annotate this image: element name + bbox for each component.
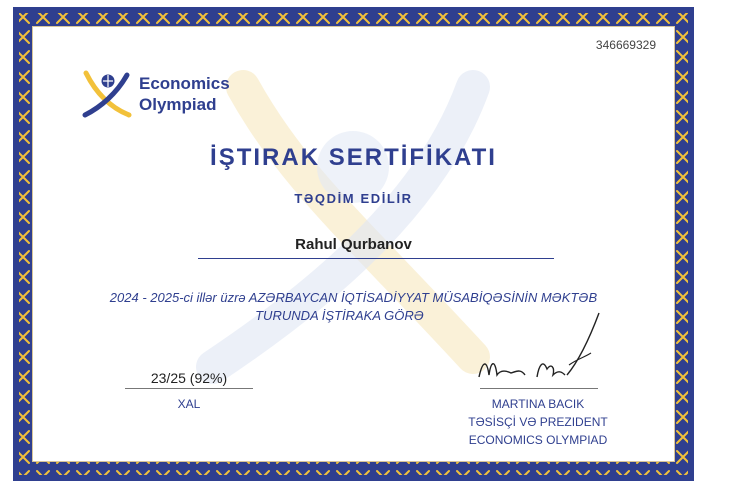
economics-olympiad-logo-icon [81,69,133,119]
certificate-frame [13,7,694,481]
recipient-name: Rahul Qurbanov [295,236,412,253]
certificate-body [33,27,674,461]
economics-olympiad-logo [81,69,251,119]
signer-org: ECONOMICS OLYMPIAD [468,433,608,447]
certificate-title: İŞTIRAK SERTİFİKATI [210,144,497,171]
description-line-1: 2024 - 2025-ci illər üzrə AZƏRBAYCAN İQTİSADİYYAT MÜSABİQƏSİNİN MƏKTƏB [109,290,598,305]
certificate-subtitle: TƏQDİM EDİLİR [294,191,413,206]
recipient-underline [198,258,554,259]
signer-role: TƏSİSÇİ VƏ PREZIDENT [468,415,608,429]
signature-underline [480,388,598,389]
signature-mark [473,309,603,387]
score-label: XAL [177,397,201,411]
signer-block [438,395,638,449]
description-line-2: TURUNDA İŞTİRAKA GÖRƏ [255,308,424,323]
score-value: 23/25 (92%) [150,370,228,386]
score-underline [125,388,253,389]
logo-line-1: Economics [139,74,230,93]
serial-number: 346669329 [595,38,656,52]
signer-name: MARTINA BACIK [491,397,585,411]
logo-line-2: Olympiad [139,95,217,114]
